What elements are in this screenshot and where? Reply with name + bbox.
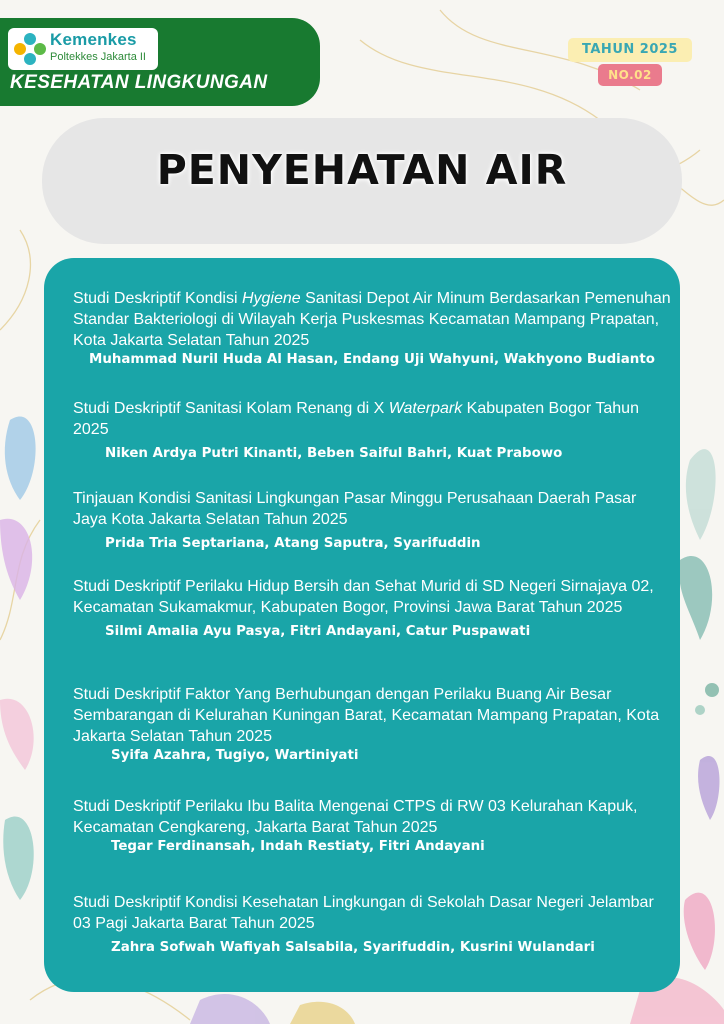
publication-entry [73, 488, 673, 553]
publication-title: Studi Deskriptif Kondisi Kesehatan Lingkungan di Sekolah Dasar Negeri Jelambar 03 Pagi Jakarta Barat Tahun 2025 [73, 894, 654, 932]
publication-title: Studi Deskriptif Kondisi Hygiene Sanitasi Depot Air Minum Berdasarkan Pemenuhan Standar Bakteriologi di Wilayah Kerja Puskesmas Kecamatan Mampang Prapatan, Kota Jakarta Selatan Tahun 2025 [73, 290, 671, 349]
publication-authors: Syifa Azahra, Tugiyo, Wartiniyati [111, 748, 359, 763]
publication-entry [73, 796, 673, 856]
department-title: KESEHATAN LINGKUNGAN [10, 72, 268, 93]
publication-authors: Silmi Amalia Ayu Pasya, Fitri Andayani, Catur Puspawati [105, 624, 531, 639]
publication-authors: Zahra Sofwah Wafiyah Salsabila, Syarifuddin, Kusrini Wulandari [111, 940, 595, 955]
publication-entry [73, 684, 673, 765]
publication-authors: Niken Ardya Putri Kinanti, Beben Saiful Bahri, Kuat Prabowo [105, 446, 563, 461]
kemenkes-logo-icon [12, 31, 48, 67]
publication-authors: Tegar Ferdinansah, Indah Restiaty, Fitri Andayani [111, 839, 485, 854]
publication-entry [73, 576, 673, 641]
publication-title: Studi Deskriptif Perilaku Hidup Bersih dan Sehat Murid di SD Negeri Sirnajaya 02, Kecamatan Sukamakmur, Kabupaten Bogor, Provinsi Jawa Barat Tahun 2025 [73, 578, 654, 616]
logo-subtitle: Poltekkes Jakarta II [50, 51, 146, 63]
kemenkes-logo [8, 28, 158, 70]
publication-entry [73, 892, 673, 957]
publication-title: Tinjauan Kondisi Sanitasi Lingkungan Pasar Minggu Perusahaan Daerah Pasar Jaya Kota Jakarta Selatan Tahun 2025 [73, 490, 637, 528]
publication-authors: Muhammad Nuril Huda Al Hasan, Endang Uji Wahyuni, Wakhyono Budianto [89, 352, 655, 367]
issue-number-badge: NO.02 [598, 64, 662, 86]
logo-title: Kemenkes [50, 30, 137, 49]
publication-entry [73, 288, 673, 369]
publication-title: Studi Deskriptif Perilaku Ibu Balita Mengenai CTPS di RW 03 Kelurahan Kapuk, Kecamatan Cengkareng, Jakarta Barat Tahun 2025 [73, 798, 638, 836]
page-title: PENYEHATAN AIR [156, 146, 568, 194]
publication-entry [73, 398, 673, 463]
publication-authors: Prida Tria Septariana, Atang Saputra, Syarifuddin [105, 536, 481, 551]
publication-title: Studi Deskriptif Faktor Yang Berhubungan dengan Perilaku Buang Air Besar Sembarangan di Kelurahan Kuningan Barat, Kecamatan Mampang Prapatan, Kota Jakarta Selatan Tahun 2025 [73, 686, 660, 745]
year-badge: TAHUN 2025 [568, 38, 692, 62]
publication-title: Studi Deskriptif Sanitasi Kolam Renang di X Waterpark Kabupaten Bogor Tahun 2025 [73, 400, 639, 438]
